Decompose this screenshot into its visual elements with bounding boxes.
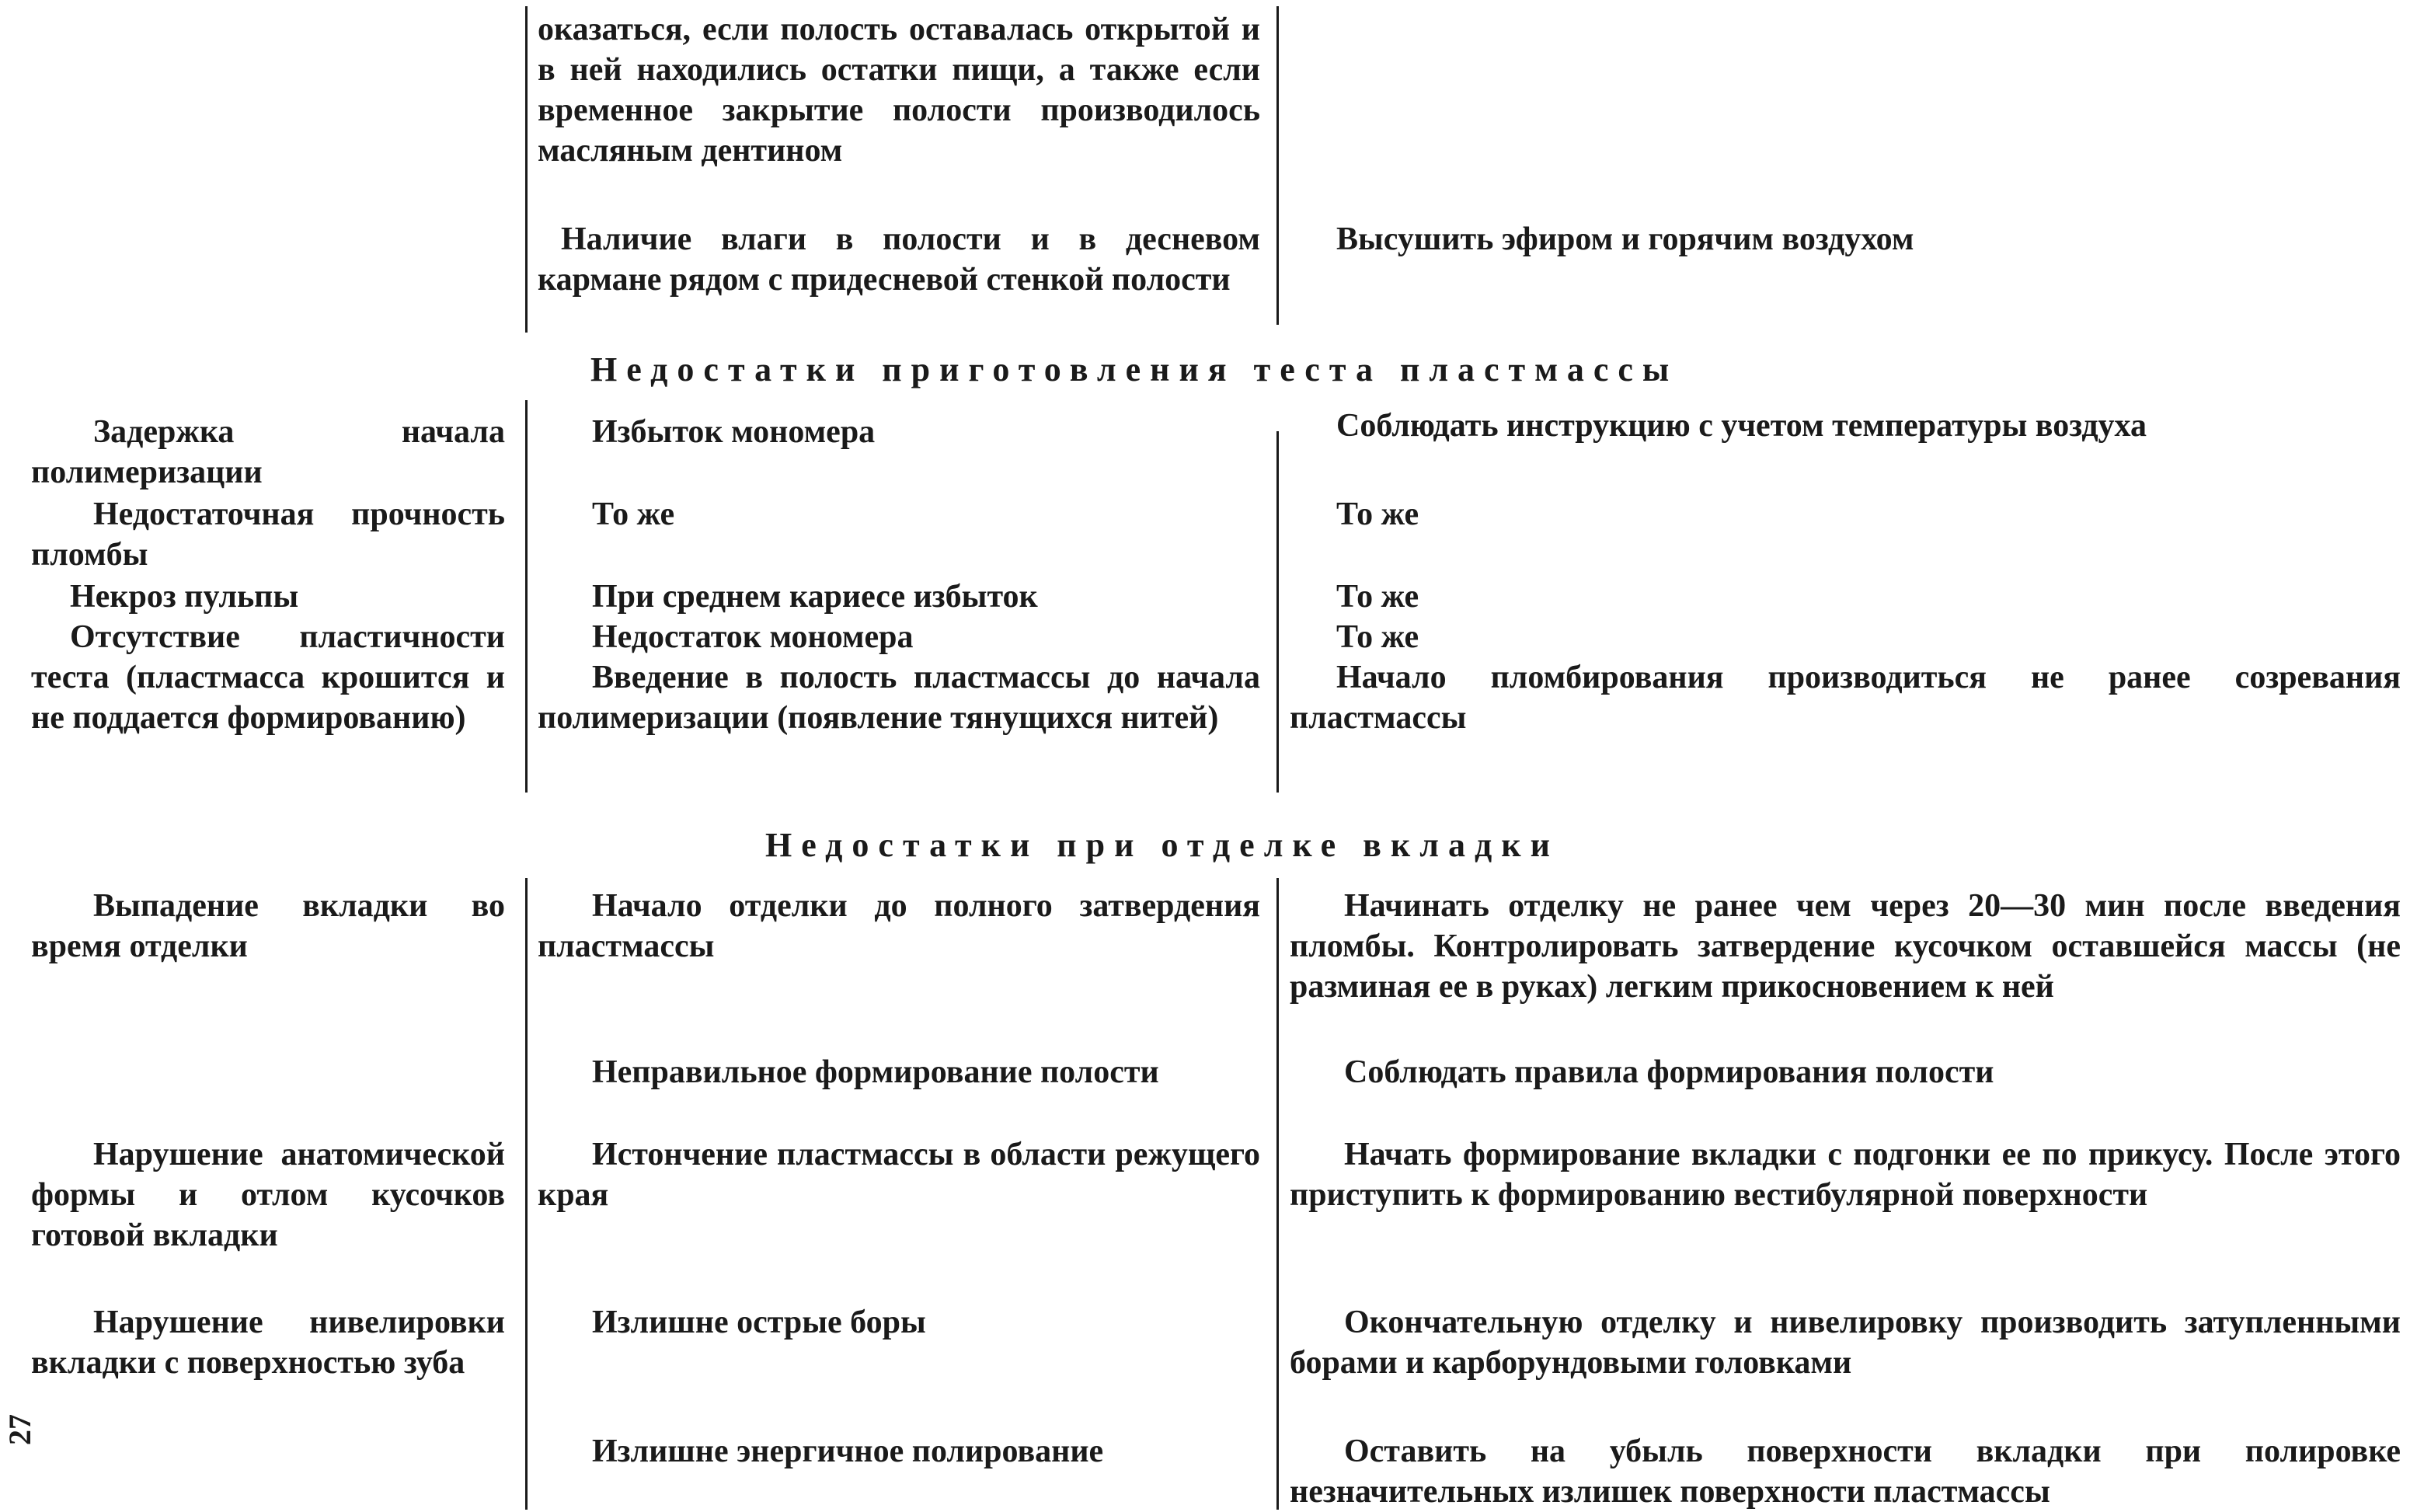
remedy-cell: Окончательную отделку и нивелировку производить затупленными борами и карборундовыми головками	[1290, 1305, 2401, 1381]
defect-cell: Нарушение нивелировки вкладки с поверхностью зуба	[31, 1305, 505, 1381]
defect-cell: Задержка начала полимеризации	[31, 414, 505, 490]
cause-cell: оказаться, если полость оставалась открытой и в ней находились остатки пищи, а также если временное закрытие полости производилось масляным дентином	[538, 12, 1260, 169]
cause-cell: То же	[592, 496, 675, 532]
cause-cell: Излишне острые боры	[592, 1305, 926, 1340]
cause-cell: Излишне энергичное полирование	[592, 1434, 1104, 1469]
remedy-cell: То же	[1336, 579, 1419, 615]
remedy-cell: Высушить эфиром и горячим воздухом	[1336, 221, 1914, 257]
cause-cell: Наличие влаги в полости и в десневом кармане рядом с придесневой стенкой полости	[538, 221, 1260, 298]
remedy-cell: Соблюдать правила формирования полости	[1344, 1054, 1994, 1090]
remedy-cell: Начать формирование вкладки с подгонки ее по прикусу. После этого приступить к формированию вестибулярной поверхности	[1290, 1137, 2401, 1213]
section-heading: Недостатки приготовления теста пластмассы	[590, 350, 1679, 388]
remedy-cell: То же	[1336, 619, 1419, 655]
page-number: 27	[2, 1414, 37, 1445]
cause-cell: Введение в полость пластмассы до начала полимеризации (появление тянущихся нитей)	[538, 660, 1260, 736]
column-separator	[1276, 6, 1279, 325]
defect-cell: Выпадение вкладки во время отделки	[31, 888, 505, 964]
column-separator	[1276, 431, 1279, 793]
column-separator	[525, 400, 528, 793]
cause-cell: При среднем кариесе избыток	[592, 579, 1038, 615]
cause-cell: Неправильное формирование полости	[592, 1054, 1159, 1090]
remedy-cell: Начинать отделку не ранее чем через 20—30 мин после введения пломбы. Контролировать затвердение кусочком оставшейся массы (не разминая ее в руках) легким прикосновением к ней	[1290, 888, 2401, 1005]
defect-cell: Недостаточная прочность пломбы	[31, 496, 505, 573]
section-heading: Недостатки при отделке вкладки	[765, 826, 1559, 864]
cause-cell: Истончение пластмассы в области режущего края	[538, 1137, 1260, 1213]
column-separator	[1276, 878, 1279, 1510]
cause-cell: Избыток мономера	[592, 414, 876, 450]
column-separator	[525, 878, 528, 1510]
remedy-cell: Начало пломбирования производиться не ранее созревания пластмассы	[1290, 660, 2401, 736]
column-separator	[525, 6, 528, 333]
remedy-cell: То же	[1336, 496, 1419, 532]
cause-cell: Начало отделки до полного затвердения пластмассы	[538, 888, 1260, 964]
remedy-cell: Соблюдать инструкцию с учетом температуры воздуха	[1336, 408, 2147, 444]
cause-cell: Недостаток мономера	[592, 619, 914, 655]
remedy-cell: Оставить на убыль поверхности вкладки при полировке незначительных излишек поверхности пластмассы	[1290, 1434, 2401, 1510]
defect-cell: Отсутствие пластичности теста (пластмасса крошится и не поддается формированию)	[31, 619, 505, 736]
defect-cell: Некроз пульпы	[70, 579, 299, 615]
defect-cell: Нарушение анатомической формы и отлом кусочков готовой вкладки	[31, 1137, 505, 1253]
